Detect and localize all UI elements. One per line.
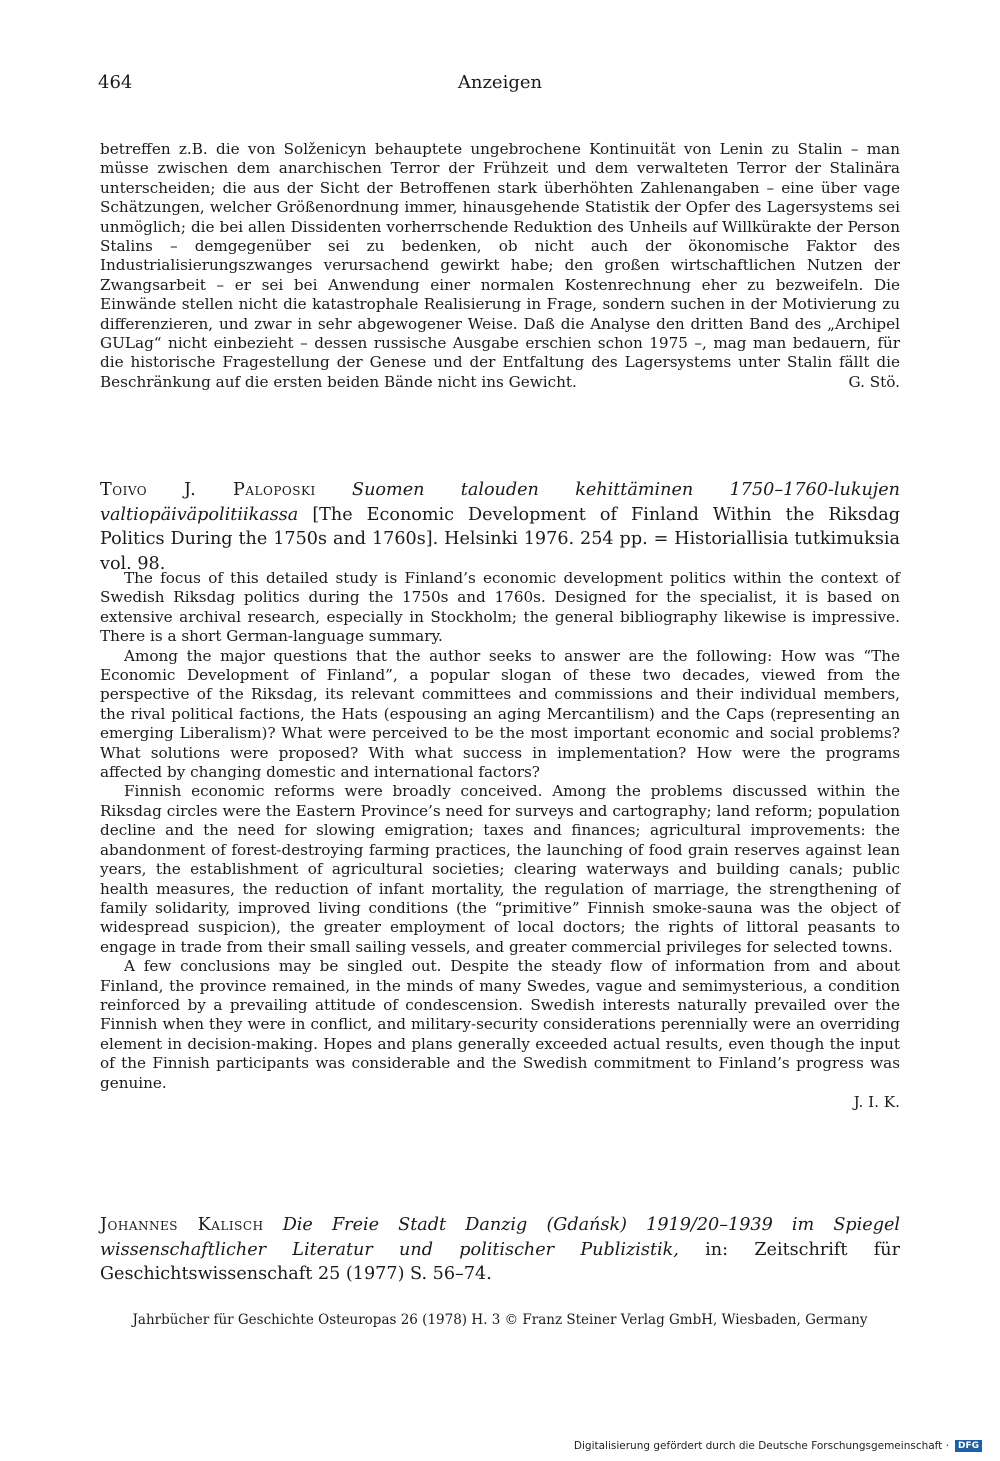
review-3-heading xyxy=(100,1213,900,1287)
review-2-paragraph: Among the major questions that the author seeks to answer are the following: How was “The Economic Development of Finland”, a popular slogan of these two decades, viewed from the perspective of the Riksdag, its relevant committees and commissions and their individual members, the rival political factions, the Hats (espousing an aging Mercantilism) and the Caps (representing an emerging Liberalism)? What were perceived to be the most important economic and social problems? What solutions were proposed? With what success in implementation? How were the programs affected by changing domestic and international factors? xyxy=(100,646,900,782)
review-3-publication-info: in: Zeitschrift für Geschichtswissenschaft 25 (1977) S. 56–74. xyxy=(100,1239,900,1284)
review-1 xyxy=(100,140,900,392)
review-3-title: Die Freie Stadt Danzig (Gdańsk) 1919/20–1939 im Spiegel wissenschaftlicher Literatur und politischer Publizistik, xyxy=(100,1215,901,1260)
review-1-paragraph: betreffen z.B. die von Solženicyn behauptete ungebrochene Kontinuität von Lenin zu Stalin – man müsse zwischen dem anarchischen Terror der Frühzeit und dem verwalteten Terror der Stalinära unterscheiden; die aus der Sicht der Betroffenen stark überhöhten Zahlenangaben – eine über vage Schätzungen, welcher Größenordnung immer, hinausgehende Statistik der Opfer des Lagersystems sei unmöglich; die bei allen Dissidenten vorherrschende Reduktion des Unheils auf Willkürakte der Person Stalins – demgegenüber sei zu bedenken, ob nicht auch der ökonomische Faktor des Industrialisierungszwanges verursachend gewirkt habe; den großen wirtschaftlichen Nutzen der Zwangsarbeit – er sei bei Anwendung einer normalen Kostenrechnung eher zu bezweifeln. Die Einwände stellen nicht die katastrophale Realisierung in Frage, sondern suchen in der Motivierung zu differenzieren, und zwar in sehr abgewogener Weise. Daß die Analyse den dritten Band des „Archipel GULag“ nicht einbezieht – dessen russische Ausgabe erschien schon 1975 –, mag man bedauern, für die historische Fragestellung der Genese und der Entfaltung des Lagersystems unter Stalin fällt die Beschränkung auf die ersten beiden Bände nicht ins Gewicht. xyxy=(100,140,900,391)
review-2-paragraph: A few conclusions may be singled out. Despite the steady flow of information from and about Finland, the province remained, in the minds of many Swedes, vague and semimysterious, a condition reinforced by a prevailing attitude of condescension. Swedish interests naturally prevailed over the Finnish when they were in conflict, and military-security considerations perennially were an overriding element in decision-making. Hopes and plans generally exceeded actual results, even though the input of the Finnish participants was considerable and the Swedish commitment to Finland’s progress was genuine. xyxy=(100,957,900,1092)
review-2-author xyxy=(100,480,316,500)
running-head: Anzeigen xyxy=(457,72,543,93)
page-number: 464 xyxy=(98,72,133,93)
review-2-author-first: Toivo xyxy=(100,480,148,500)
review-2-paragraph: The focus of this detailed study is Finland’s economic development politics within the context of Swedish Riksdag politics during the 1750s and 1760s. Designed for the specialist, it is based on extensive archival research, especially in Stockholm; the general bibliography likewise is impressive. There is a short German-language summary. xyxy=(100,569,900,646)
review-3-author-last: Kalisch xyxy=(197,1215,264,1235)
review-2-publication-info: [The Economic Development of Finland Within the Riksdag Politics During the 1750s and 1760s]. Helsinki 1976. 254 pp. = Historiallisia tutkimuksia vol. 98. xyxy=(100,504,901,574)
review-3-author xyxy=(100,1215,264,1235)
dfg-logo-icon: DFG xyxy=(955,1440,982,1452)
dfg-funding-text: Digitalisierung gefördert durch die Deutsche Forschungsgemeinschaft · xyxy=(573,1440,949,1452)
review-1-signature: G. Stö. xyxy=(848,372,900,391)
dfg-funding-note xyxy=(574,1440,982,1452)
review-2-body xyxy=(100,569,900,1112)
review-2-paragraph: Finnish economic reforms were broadly conceived. Among the problems discussed within the Riksdag circles were the Eastern Province’s need for surveys and cartography; land reform; population decline and the need for slowing emigration; taxes and finances; agricultural improvements: the abandonment of forest-destroying farming practices, the launching of food grain reserves against lean years, the establishment of agricultural societies; clearing waterways and building canals; public health measures, the reduction of infant mortality, the regulation of marriage, the strengthening of family solidarity, improved living conditions (the “primitive” Finnish smoke-sauna was the object of widespread suspicion), the greater employment of local doctors; the rights of littoral peasants to engage in trade from their small sailing vessels, and greater commercial privileges for selected towns. xyxy=(100,782,900,956)
footer-citation: Jahrbücher für Geschichte Osteuropas 26 (1978) H. 3 © Franz Steiner Verlag GmbH, Wiesbaden, Germany xyxy=(132,1312,868,1328)
review-2-author-last: Paloposki xyxy=(233,480,316,500)
review-2-title: Suomen talouden kehittäminen 1750–1760-lukujen valtiopäiväpolitiikassa xyxy=(100,480,901,525)
review-3-author-first: Johannes xyxy=(100,1215,179,1235)
review-2-heading xyxy=(100,478,900,576)
review-2-signature: J. I. K. xyxy=(853,1092,900,1111)
review-2-author-initial: J. xyxy=(183,480,197,500)
